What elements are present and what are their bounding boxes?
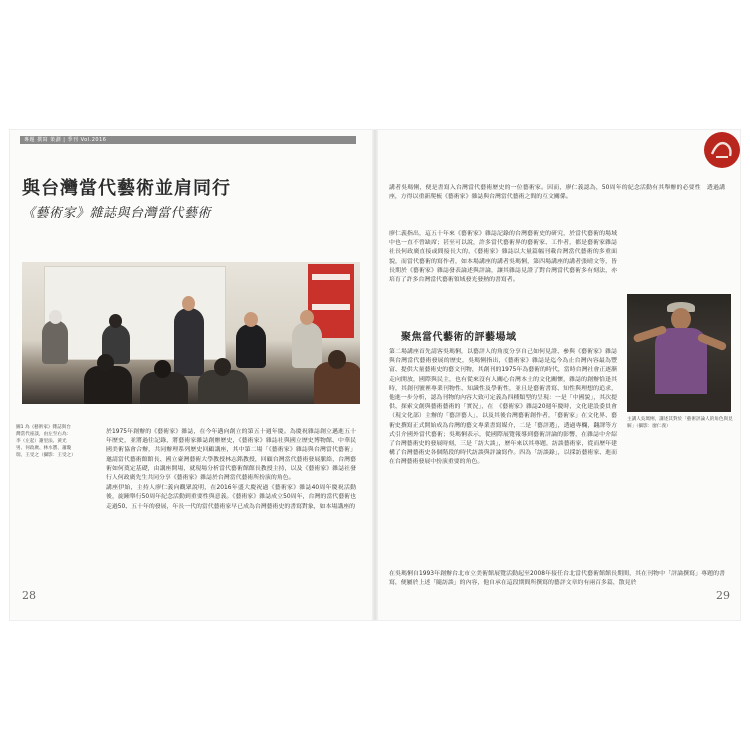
paragraph: 在吳瑪悧自1993年創辦台北市立美術館展覽活動起至2008年接任台北當代藝術館館長期間，其在刊物中「評論撰寫」專題的書寫，便屬於上述「隨訪談」的內容，他自承在這段期間所撰寫的藝評文章約有兩百多篇，散見於 [389, 571, 725, 587]
article-subtitle: 《藝術家》雜誌與台灣當代藝術 [22, 206, 212, 221]
paragraph: 第二場講座首先請客吳瑪悧，以藝評人的角度分享自己如何見證、參與《藝術家》雜誌與台灣當代藝術發展的歷史，吳瑪悧指出，《藝術家》雜誌是迄今為止台灣內容最為豐富、提供大量藝術史的藝文刊物，其創刊的1975年為藝術的時代，當時台灣社會正逐漸走向開放，國際與民主，也有從來沒有人關心台灣本土的文化關懷，雜誌的創辦恰逢其時，其創刊號裡專業刊物性、知識性及學術性，並且是藝術書寫、知性與理想的追求，他進一步分析，認為刊物的內容大致可定義為四種類型的呈現：一是「中國貌」，其次提供、探索文創與藝術藝術的「實況」，在 《藝術家》雜誌20週年慶時，文化建設委員會（現文化部）主辦的「藝評藝人」，以及其後台灣藝術創作者，「藝術家」在文化界、藝術史撰寫正式開始成為台灣的藝文專業書寫媒介，二是「藝評選」，透過專欄，翻譯等方式引介國外當代藝術；吳瑪悧表示，從國際展覽報導到藝術評論的影響，在雜誌中介紹了台灣藝術史的發展時刻，三是「訪大談」，歷年來以其專題，訪談藝術家，從而歷年建構了台灣藝術史各個階段的時代訪談與評論寫作。四為「訪談錄」，以採訪藝術家、進而在台灣藝術發展中扮演重要的角色。 [389, 349, 617, 466]
magazine-logo-icon [702, 130, 742, 170]
speaker-photo-caption: 主講人吳瑪悧，講述其對於「藝術評論人的角色與見解」（攝影：廖仁義） [627, 417, 733, 429]
photo-caption: 圖1 為《藝術家》雜誌與台灣當代座談，由左至右為：李（左起）謝里法、黃光男、何政廣、林水寶、蕭瓊瑞、王受之（攝影：王受之） [16, 425, 76, 458]
page-number-left: 28 [22, 589, 36, 602]
right-body-bottom [389, 570, 725, 588]
paragraph: 講座伊始，主持人廖仁義向觀眾說明，在2016年盛大慶祝過《藝術家》雜誌40周年慶祝活動後，旋踵舉行50周年紀念活動到重要性與意義。《藝術家》雜誌成立50周年，台灣的當代藝術也走過50、五十年的發展，年長一代的當代藝術家早已成為台灣藝術史的書寫對象，如本場講座的 [106, 485, 356, 510]
page-number-right: 29 [716, 589, 730, 602]
magazine-spread [10, 130, 740, 620]
left-page [10, 130, 375, 620]
panel-discussion-photo [22, 262, 360, 404]
running-head: 專題 撰寫 策劃 | 季刊 Vol.2016 [24, 137, 107, 143]
speaker-photo [627, 294, 731, 412]
right-page [375, 130, 740, 620]
left-body-text [106, 428, 356, 512]
right-body-top [389, 184, 725, 202]
right-body-section [389, 348, 617, 468]
paragraph: 講者吳瑪悧，便是書寫入台灣當代藝術歷史的一位藝術家。因而，廖仁義認為，50周年的紀念活動有其舉辦的必要性 透過講座，方得以重新爬梳《藝術家》雜誌與台灣當代藝術之間的互文關係。 [389, 185, 725, 201]
section-heading: 聚焦當代藝術的評藝場域 [401, 332, 517, 343]
paragraph: 於1975年創辦的《藝術家》雜誌，在今年邁向創立的第五十週年慶。為慶祝雜誌創立邁進五十年歷史，並將過往記錄，將藝術家雜誌創辦歷史，《藝術家》雜誌社與國立歷史博物館、中華民國美術協會合辦，共同辦理系列歷史回顧講座，其中第二場「《藝術家》雜誌與台灣當代藝術」邀請當代藝術館館長、國立臺灣藝術大學教授林志銘教授，回顧台灣當代藝術發展脈絡，台灣藝術如何奠定基礎，由講座開場，就現場分析當代藝術館館長教授主持，以及《藝術家》雜誌社發行人何政廣先生共同分享《藝術家》雜誌於台灣當代藝術所扮演的角色。 [106, 429, 356, 482]
paragraph: 廖仁義指出，這五十年來《藝術家》雜誌記錄的台灣藝術史的研究，於當代藝術的場域中也一直不曾缺席；甚至可以說，許多當代藝術界的藝術家、工作者，都是藝術家雜誌社長何政廣直接或間接長大的，《藝術家》雜誌以大量篇幅刊載台灣當代藝術的多重面貌，而當代藝術的寫作者，如本場講座的講者吳瑪悧，第四場講座的講者張晴文等，皆長期於《藝術家》雜誌發表論述與評論，讓其雜誌見證了對台灣當代藝術多有刻法，亦培育了許多台灣當代藝術領域發光發熱的書寫者。 [389, 231, 617, 284]
right-body-mid [389, 230, 617, 285]
article-title: 與台灣當代藝術並肩同行 [22, 178, 231, 199]
